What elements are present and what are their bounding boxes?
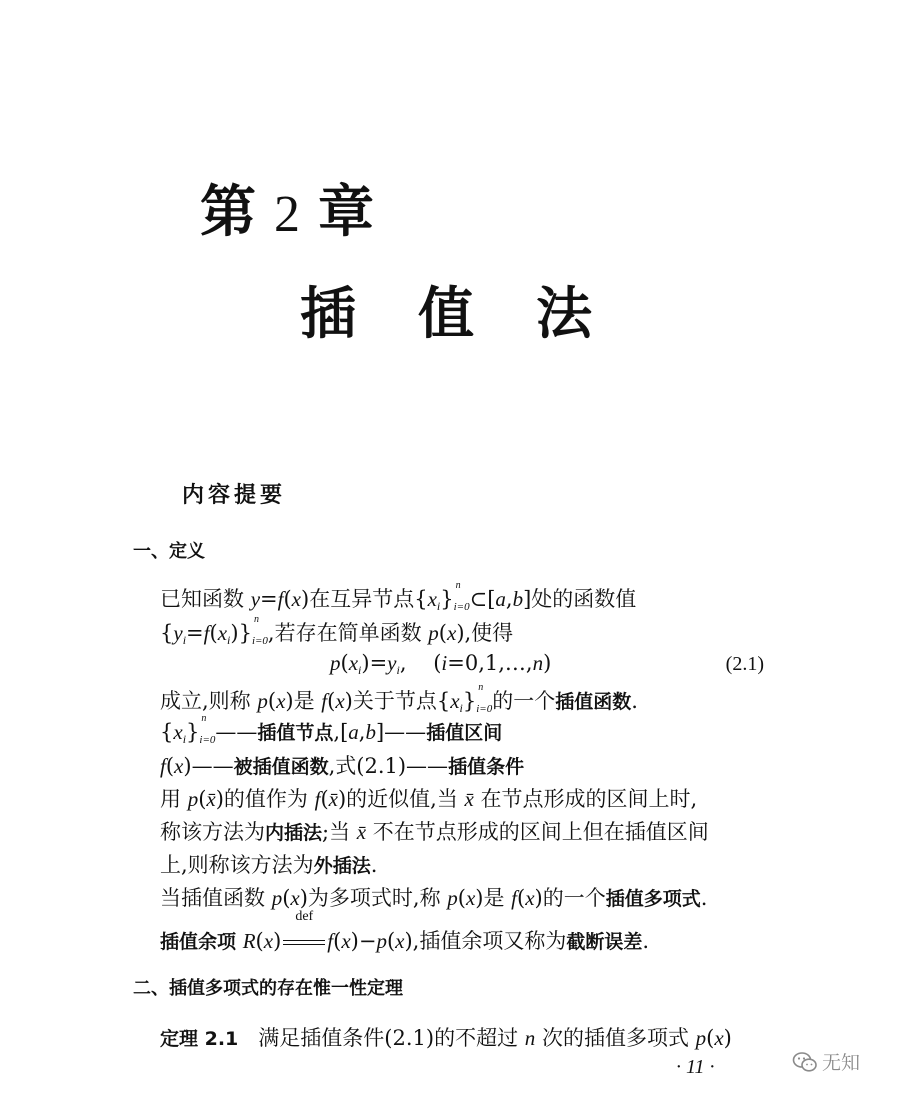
watermark — [792, 1048, 860, 1075]
section-definition: 一、定义 — [133, 541, 205, 562]
chapter-title: 插值法 — [300, 282, 654, 347]
text-line-11: 插值余项 R(x) def f(x)−p(x),插值余项又称为截断误差. — [160, 909, 650, 953]
text-line-4: 成立,则称 p(x)是 f(x)关于节点$\{x_i\}$ n i=0的一个插值函数. — [160, 682, 638, 715]
watermark-text: 无知 — [822, 1052, 861, 1074]
section-existence-theorem: 二、插值多项式的存在惟一性定理 — [133, 978, 403, 999]
text-line-12: 定理 2.1 满足插值条件(2.1)的不超过 n 次的插值多项式 p(x) — [160, 1026, 732, 1050]
chapter-prefix: 第 — [200, 180, 260, 245]
text-line-10: 当插值函数 p(x)为多项式时,称 p(x)是 f(x)的一个插值多项式. — [160, 886, 708, 910]
text-line-1: 已知函数 y=f(x)在互异节点$\{x_i\}$ n i=0⊂[a,b]处的函数值 — [160, 580, 637, 613]
equation-2-1: $p(x_i)=y_i$, (i=0,1,…,n) — [330, 651, 552, 677]
text-line-2: $\{y_i=f(x_i)\}$ n i=0,若存在简单函数 p(x),使得 — [160, 614, 514, 647]
wechat-icon — [792, 1051, 818, 1073]
text-line-9: 上,则称该方法为外插法. — [160, 853, 378, 877]
equation-number: (2.1) — [725, 653, 764, 675]
text-line-6: f(x)——被插值函数,式(2.1)——插值条件 — [160, 754, 525, 778]
chapter-heading — [200, 168, 378, 248]
chapter-number: 2 — [274, 186, 304, 243]
page-number: · 11 · — [676, 1056, 715, 1078]
text-line-8: 称该方法为内插法;当 x̄ 不在节点形成的区间上但在插值区间 — [160, 820, 709, 844]
def-equal-sign: def — [281, 929, 327, 953]
chapter-suffix: 章 — [318, 180, 378, 245]
text-line-7: 用 p(x̄)的值作为 f(x̄)的近似值,当 x̄ 在节点形成的区间上时, — [160, 787, 698, 811]
summary-heading: 内容提要 — [182, 483, 287, 508]
text-line-5: $\{x_i\}$ n i=0——插值节点,[a,b]——插值区间 — [160, 713, 503, 746]
